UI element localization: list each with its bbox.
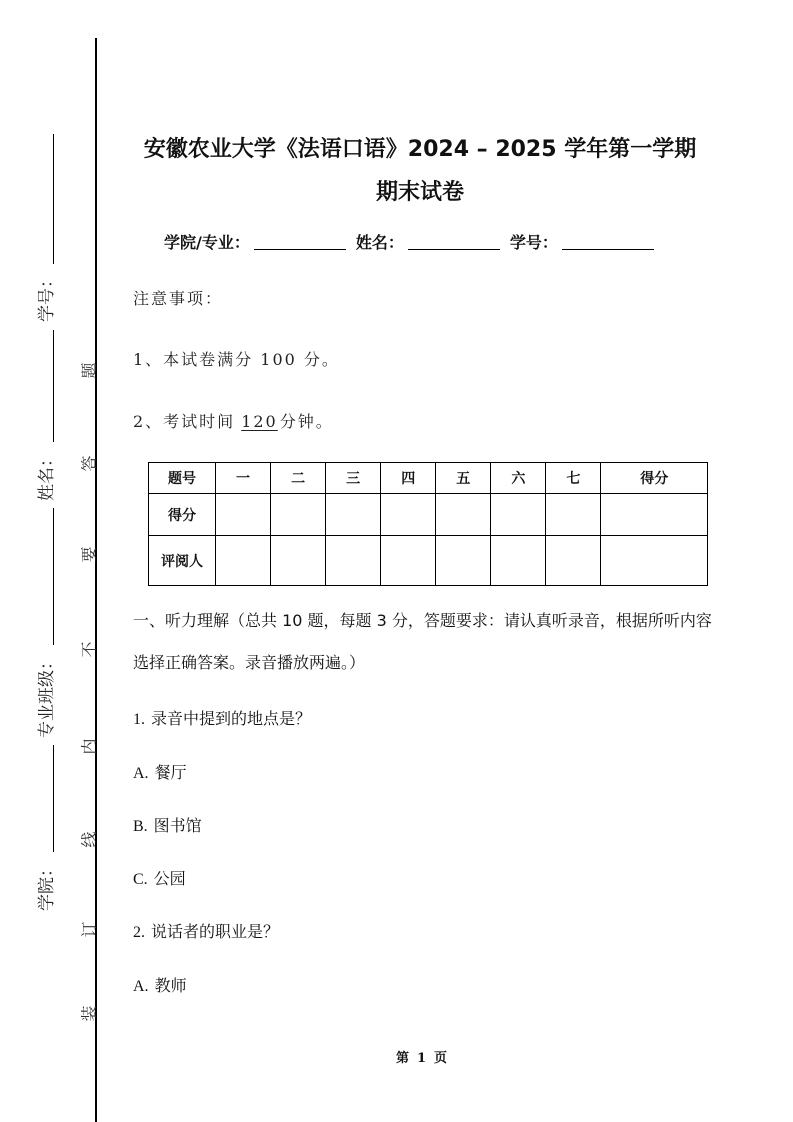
question-2-option-a[interactable] bbox=[133, 973, 187, 996]
question-1-option-b[interactable] bbox=[133, 813, 202, 836]
table-header-cell: 得分 bbox=[601, 463, 708, 494]
name-label: 姓名： bbox=[355, 233, 404, 252]
option-label: C. bbox=[133, 871, 148, 888]
binding-label-class: 专业班级： bbox=[36, 652, 56, 738]
exam-title: 安徽农业大学《法语口语》2024 – 2025 学年第一学期 bbox=[143, 137, 697, 162]
grader-cell[interactable] bbox=[491, 536, 546, 586]
page-footer bbox=[0, 1047, 793, 1066]
binding-line bbox=[95, 38, 97, 1122]
table-header-cell: 六 bbox=[491, 463, 546, 494]
option-text: 图书馆 bbox=[153, 816, 202, 835]
table-row-grader bbox=[149, 536, 708, 586]
binding-field-line bbox=[53, 330, 54, 442]
question-1-option-c[interactable] bbox=[133, 866, 186, 889]
binding-label-college: 学院： bbox=[36, 859, 56, 911]
binding-warning-char: 线 bbox=[79, 830, 99, 848]
binding-warning-char: 装 bbox=[79, 1004, 99, 1022]
grader-cell[interactable] bbox=[601, 536, 708, 586]
table-header-cell: 七 bbox=[546, 463, 601, 494]
option-label: A. bbox=[133, 765, 149, 782]
binding-field-line bbox=[53, 508, 54, 645]
binding-field-line bbox=[53, 745, 54, 852]
table-header-cell: 题号 bbox=[149, 463, 216, 494]
score-cell[interactable] bbox=[436, 494, 491, 536]
note-item-2 bbox=[133, 409, 334, 432]
exam-subtitle: 期末试卷 bbox=[375, 180, 464, 205]
score-cell[interactable] bbox=[271, 494, 326, 536]
score-table-header-row bbox=[149, 463, 708, 494]
binding-warning-char: 内 bbox=[79, 737, 99, 755]
student-id-label: 学号： bbox=[509, 233, 558, 252]
name-field[interactable] bbox=[408, 233, 500, 250]
note-item-1: 1、本试卷满分 100 分。 bbox=[133, 350, 340, 369]
college-major-label: 学院/专业： bbox=[164, 233, 250, 252]
question-1-option-a[interactable] bbox=[133, 760, 187, 783]
binding-warning-char: 不 bbox=[79, 640, 99, 658]
page-suffix: 页 bbox=[434, 1051, 448, 1066]
question-text: 录音中提到的地点是？ bbox=[151, 709, 312, 728]
table-row-score bbox=[149, 494, 708, 536]
score-cell[interactable] bbox=[491, 494, 546, 536]
row-label-score: 得分 bbox=[149, 494, 216, 536]
grader-cell[interactable] bbox=[381, 536, 436, 586]
exam-duration-value: 120 bbox=[241, 412, 278, 431]
grader-cell[interactable] bbox=[326, 536, 381, 586]
question-number: 2. bbox=[133, 924, 145, 941]
binding-warning-char: 订 bbox=[79, 920, 99, 938]
option-text: 公园 bbox=[153, 869, 186, 888]
question-2 bbox=[133, 919, 279, 942]
table-header-cell: 二 bbox=[271, 463, 326, 494]
row-label-grader: 评阅人 bbox=[149, 536, 216, 586]
college-major-field[interactable] bbox=[254, 233, 346, 250]
grader-cell[interactable] bbox=[216, 536, 271, 586]
question-text: 说话者的职业是？ bbox=[151, 922, 280, 941]
notes-heading: 注意事项： bbox=[133, 289, 224, 308]
note-item-2-prefix: 2、考试时间 bbox=[133, 412, 236, 431]
option-text: 餐厅 bbox=[154, 763, 187, 782]
score-cell[interactable] bbox=[216, 494, 271, 536]
binding-label-name: 姓名： bbox=[36, 449, 56, 501]
student-info-row bbox=[164, 230, 664, 253]
option-label: B. bbox=[133, 818, 148, 835]
page-prefix: 第 bbox=[395, 1051, 409, 1066]
score-cell[interactable] bbox=[601, 494, 708, 536]
grader-cell[interactable] bbox=[271, 536, 326, 586]
table-header-cell: 五 bbox=[436, 463, 491, 494]
page-number: 1 bbox=[416, 1051, 427, 1066]
question-number: 1. bbox=[133, 711, 145, 728]
note-item-2-suffix: 分钟。 bbox=[279, 412, 334, 431]
grader-cell[interactable] bbox=[436, 536, 491, 586]
score-cell[interactable] bbox=[381, 494, 436, 536]
table-header-cell: 四 bbox=[381, 463, 436, 494]
table-header-cell: 一 bbox=[216, 463, 271, 494]
student-id-field[interactable] bbox=[562, 233, 654, 250]
grader-cell[interactable] bbox=[546, 536, 601, 586]
option-label: A. bbox=[133, 978, 149, 995]
binding-warning-char: 要 bbox=[79, 545, 99, 563]
binding-warning-char: 题 bbox=[79, 361, 99, 379]
score-cell[interactable] bbox=[326, 494, 381, 536]
binding-warning-char: 答 bbox=[79, 454, 99, 472]
score-cell[interactable] bbox=[546, 494, 601, 536]
option-text: 教师 bbox=[154, 976, 187, 995]
binding-field-line bbox=[53, 134, 54, 264]
section1-instructions: 一、听力理解（总共 10 题，每题 3 分，答题要求：请认真听录音，根据所听内容选择正确答案。录音播放两遍。） bbox=[133, 611, 712, 672]
table-header-cell: 三 bbox=[326, 463, 381, 494]
question-1 bbox=[133, 706, 311, 729]
binding-label-student-id: 学号： bbox=[36, 270, 56, 322]
score-table bbox=[148, 462, 708, 586]
